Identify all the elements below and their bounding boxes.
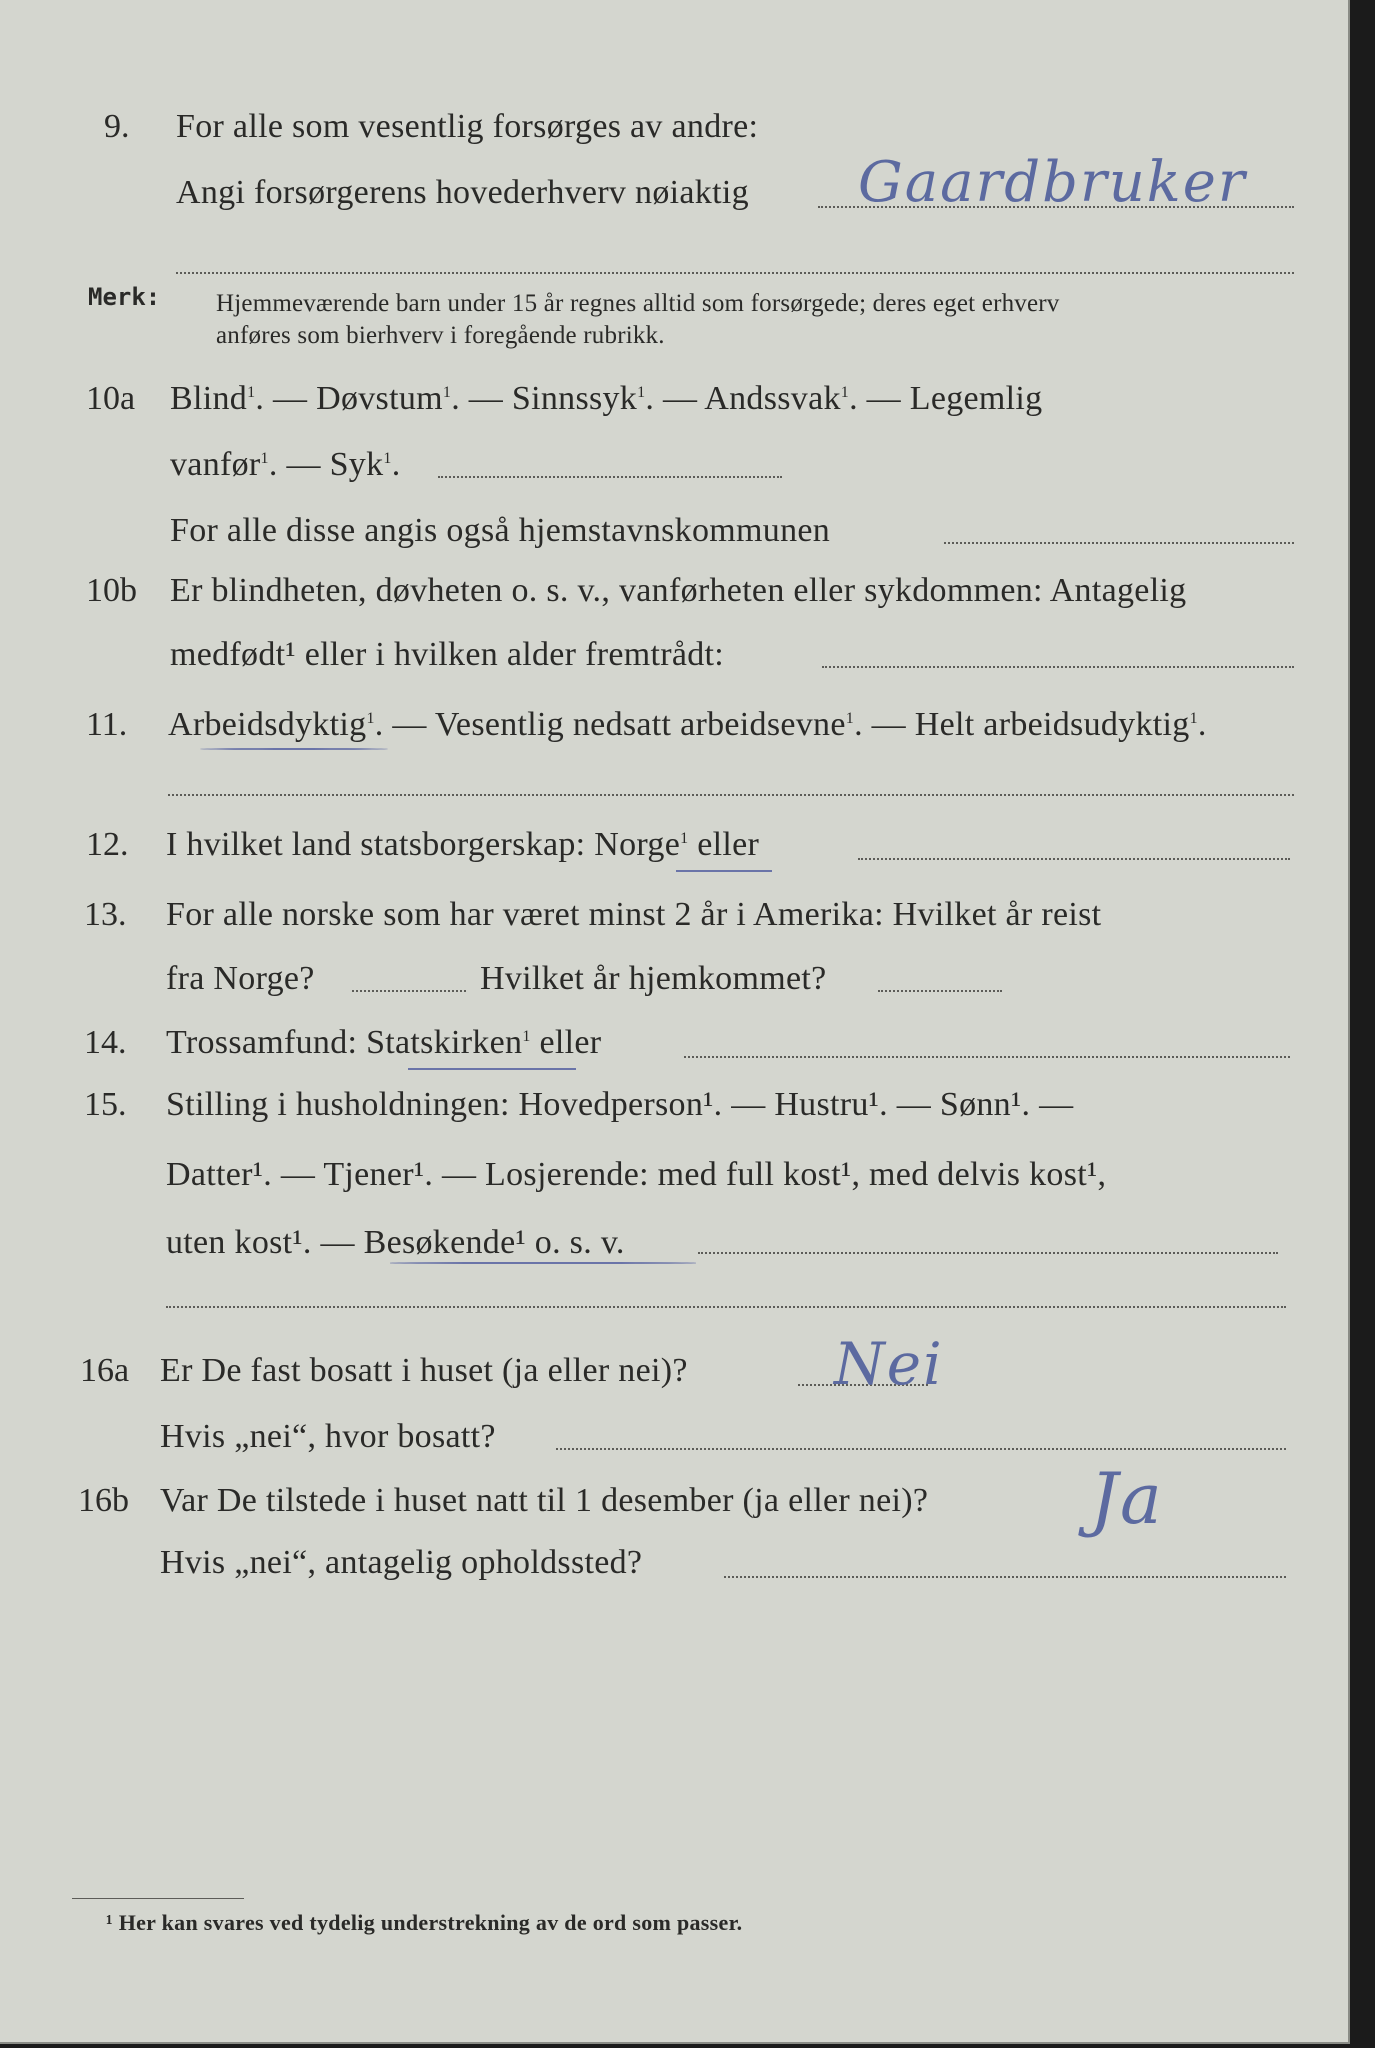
q16b-opphold-line [724,1576,1286,1578]
q12-number: 12. [86,826,129,863]
q13-hjemkommet-line [878,990,1002,992]
q15-line1: Stilling i husholdningen: Hovedperson¹. — Hustru¹. — Sønn¹. — [166,1086,1074,1123]
q13-number: 13. [84,896,127,933]
q10a-opt-andssvak: Andssvak [704,380,841,417]
q9-handwritten-answer: Gaardbruker [858,150,1247,215]
q10a-answer-line [438,476,782,478]
q16a-line1: Er De fast bosatt i huset (ja eller nei)? [160,1352,688,1389]
q14-number: 14. [84,1024,127,1061]
q9-number: 9. [104,108,130,145]
q16b-handwritten-answer: Ja [1090,1458,1164,1540]
q16a-handwritten-answer: Nei [834,1330,944,1398]
q16b-line2: Hvis „nei“, antagelig opholdssted? [160,1544,643,1581]
q16b-line1: Var De tilstede i huset natt til 1 desember (ja eller nei)? [160,1482,929,1519]
q10a-home-line [944,542,1294,544]
merk-line1: Hjemmeværende barn under 15 år regnes alltid som forsørgede; deres eget erhverv [216,290,1060,317]
q10b-number: 10b [86,572,137,609]
q16a-line2: Hvis „nei“, hvor bosatt? [160,1418,496,1455]
q10b-line1: Er blindheten, døvheten o. s. v., vanførheten eller sykdommen: Antagelig [170,572,1187,609]
q10a-opt-blind: Blind [170,380,248,417]
q13-reist-line [352,990,466,992]
q10a-line1: Blind$^1$. — Døvstum$^1$. — Sinnssyk$^1$. — Andssvak$^1$. — Legemlig [170,380,1043,417]
merk-line2: anføres som bierhverv i foregående rubrikk. [216,322,665,349]
q11-line1: Arbeidsdyktig$^1$. — Vesentlig nedsatt arbeidsevne$^1$. — Helt arbeidsudyktig$^1$. [168,706,1207,743]
q15-number: 15. [84,1086,127,1123]
q15-line2: Datter¹. — Tjener¹. — Losjerende: med full kost¹, med delvis kost¹, [166,1156,1107,1193]
q10a-number: 10a [86,380,136,417]
q10a-line3: For alle disse angis også hjemstavnskommunen [170,512,831,549]
q9-line1: For alle som vesentlig forsørges av andre: [176,108,759,145]
q12-handwritten-underline [676,870,772,872]
q10a-opt-sinnssyk: Sinnssyk [511,380,638,417]
q11-handwritten-underline [200,748,388,750]
q13-line2b: Hvilket år hjemkommet? [480,960,827,997]
q11-extra-line [168,794,1294,796]
q14-handwritten-underline [408,1068,576,1070]
footnote-rule [72,1898,244,1899]
q16b-number: 16b [78,1482,129,1519]
q11-opt-arbeidsdyktig: Arbeidsdyktig [168,706,367,743]
q12-opt-norge: Norge [594,826,681,863]
q10b-line2: medfødt¹ eller i hvilken alder fremtrådt: [170,636,725,673]
q9-extra-line [176,272,1294,274]
q15-answer-line [698,1252,1278,1254]
q15-handwritten-underline [390,1262,696,1264]
q16a-number: 16a [80,1352,130,1389]
q13-line2a: fra Norge? [166,960,315,997]
q13-line1: For alle norske som har været minst 2 år i Amerika: Hvilket år reist [166,896,1102,933]
q12-answer-line [858,858,1290,860]
q16a-bosatt-line [556,1448,1286,1450]
q11-opt-nedsatt: Vesentlig nedsatt arbeidsevne [434,706,846,743]
q14-line1: Trossamfund: Statskirken$^1$ eller [166,1024,602,1061]
q15-line3: uten kost¹. — Besøkende¹ o. s. v. [166,1224,625,1261]
q14-opt-statskirken: Statskirken [366,1024,523,1061]
q11-opt-udyktig: Helt arbeidsudyktig [914,706,1190,743]
q10a-opt-legemlig: Legemlig [909,380,1043,417]
q10b-answer-line [822,666,1294,668]
q14-answer-line [684,1056,1290,1058]
footnote: ¹ Her kan svares ved tydelig understrekning av de ord som passer. [106,1910,743,1935]
q11-number: 11. [86,706,128,743]
merk-label: Merk: [88,283,161,311]
q12-line1: I hvilket land statsborgerskap: Norge$^1$ eller [166,826,760,863]
q10a-line2: vanfør$^1$. — Syk$^1$. [170,446,401,483]
q9-line2: Angi forsørgerens hovederhverv nøiaktig [176,174,749,211]
q15-extra-line [166,1306,1286,1308]
q10a-opt-dovstum: Døvstum [316,380,443,417]
